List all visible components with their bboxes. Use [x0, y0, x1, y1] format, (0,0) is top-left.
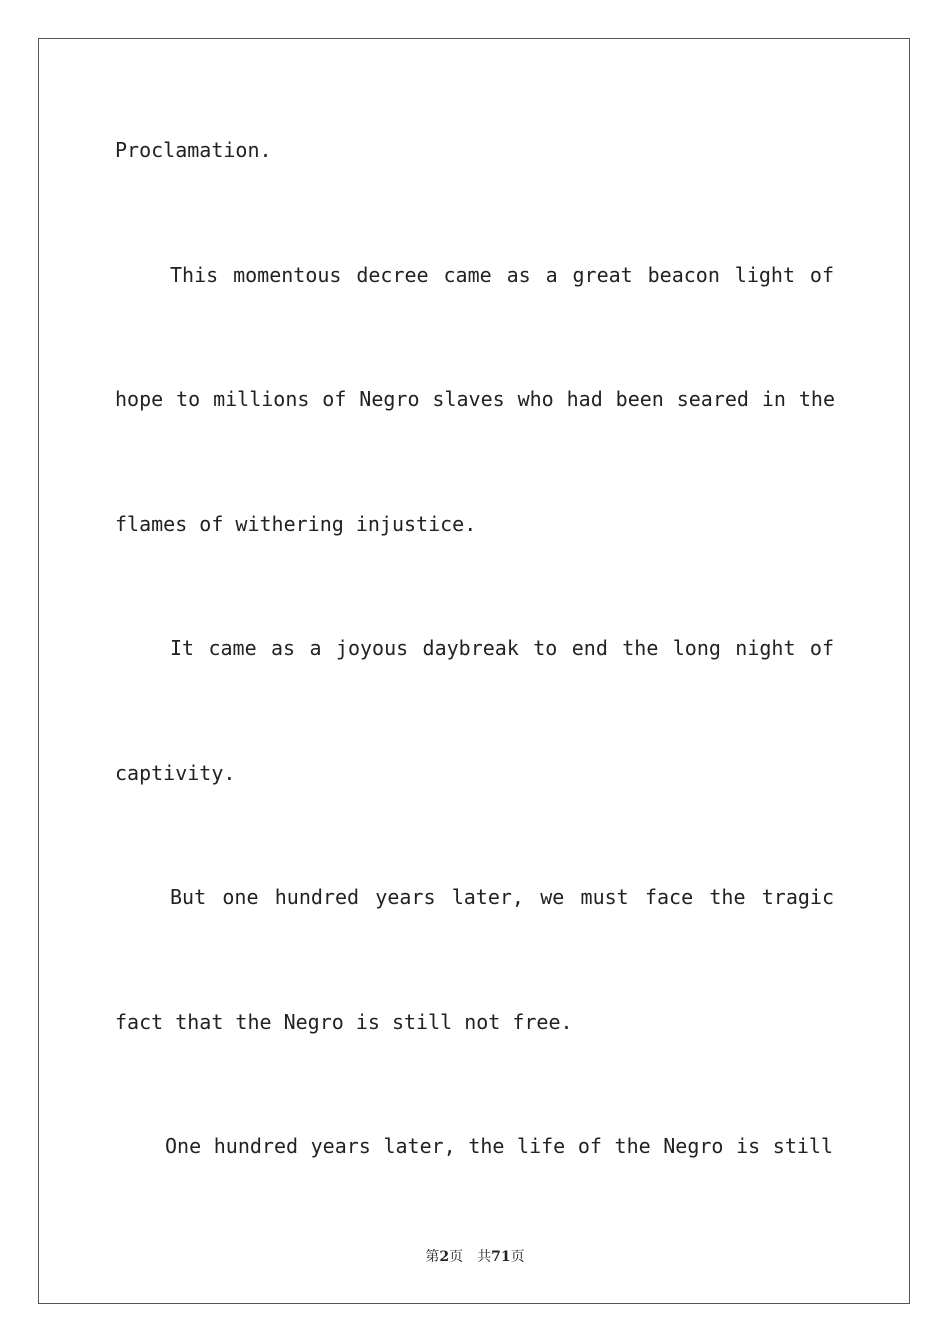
page-suffix: 页	[449, 1249, 464, 1265]
text-line-4: flames of withering injustice.	[115, 512, 477, 536]
total-pages: 71	[491, 1249, 511, 1265]
page-border	[38, 38, 910, 1304]
text-line-1: Proclamation.	[115, 138, 272, 162]
text-line-6: captivity.	[115, 761, 236, 785]
page-number: 2	[439, 1249, 450, 1265]
text-line-5: It came as a joyous daybreak to end the long night of	[170, 636, 834, 660]
total-prefix: 共	[477, 1249, 492, 1265]
text-line-2: This momentous decree came as a great beacon light of	[170, 263, 834, 287]
text-line-8: fact that the Negro is still not free.	[115, 1010, 573, 1034]
text-line-9: One hundred years later, the life of the Negro is still	[165, 1134, 833, 1158]
total-suffix: 页	[510, 1249, 525, 1265]
page-prefix: 第	[425, 1249, 440, 1265]
text-line-3: hope to millions of Negro slaves who had been seared in the	[115, 387, 835, 411]
page-footer	[0, 1248, 950, 1266]
text-line-7: But one hundred years later, we must face the tragic	[170, 885, 834, 909]
